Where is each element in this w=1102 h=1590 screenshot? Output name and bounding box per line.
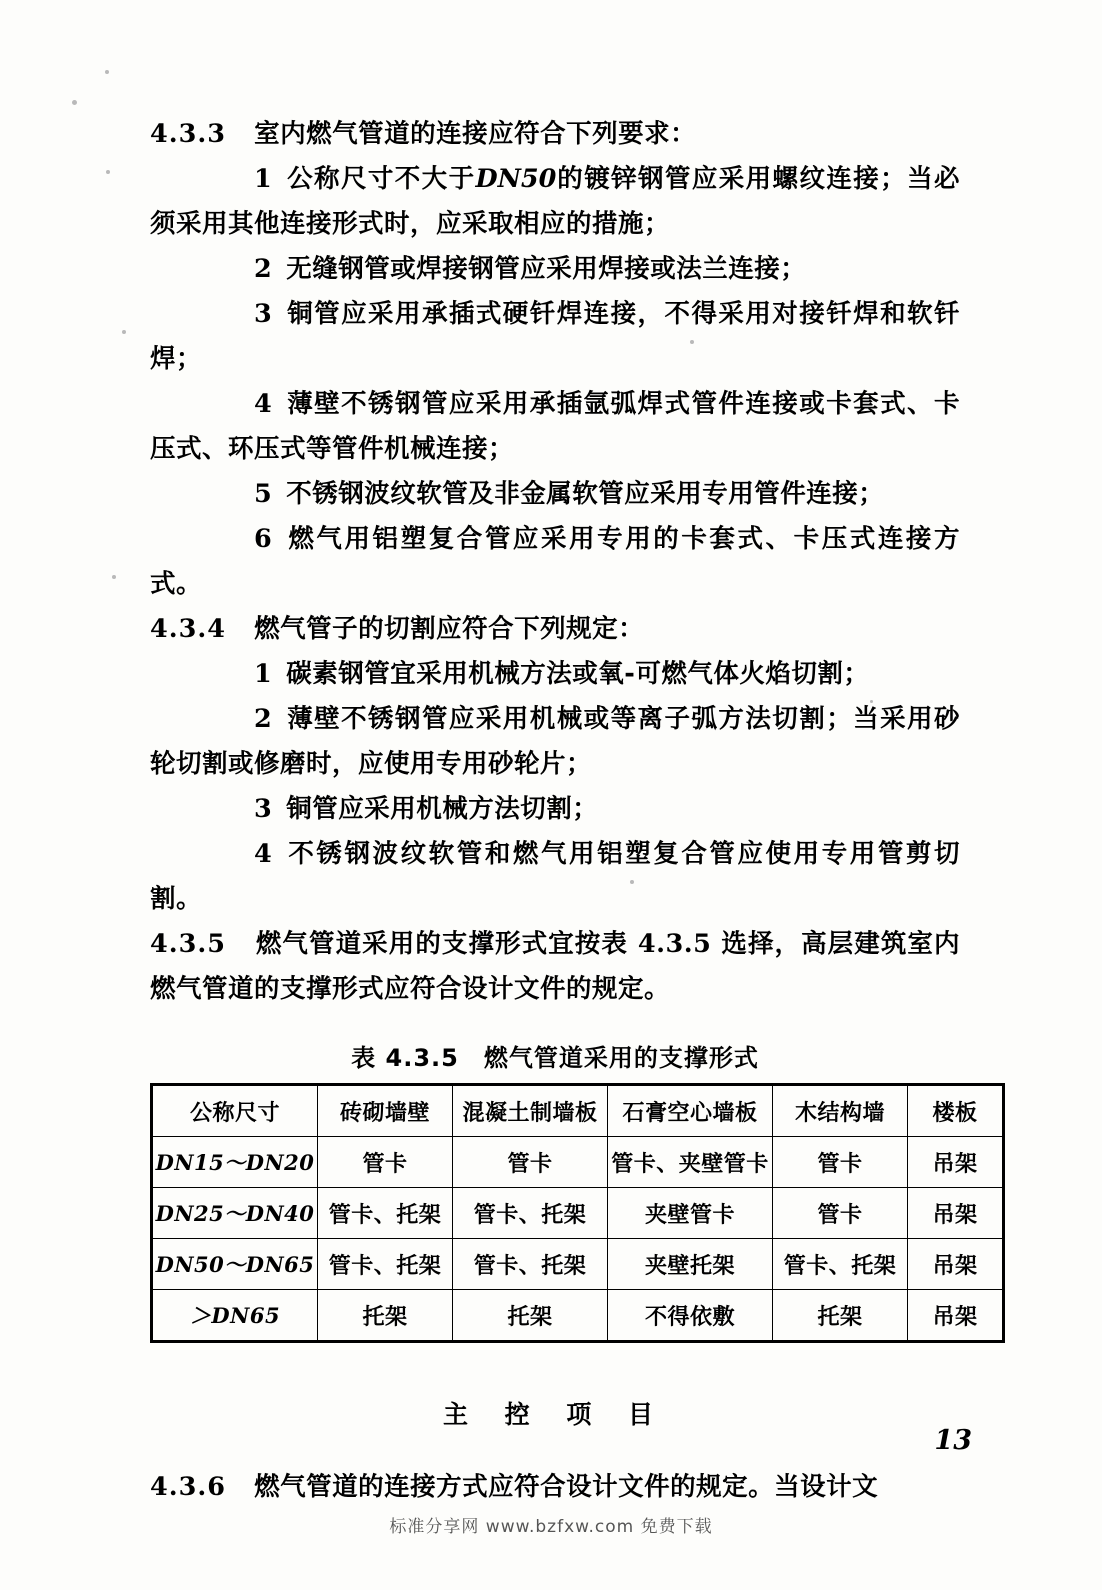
list-item-434-1 xyxy=(150,652,960,697)
item-text: 薄壁不锈钢管应采用承插氩弧焊式管件连接或卡套式、卡压式、环压式等管件机械连接； xyxy=(150,389,960,464)
item-text: 不锈钢波纹软管和燃气用铝塑复合管应使用专用管剪切割。 xyxy=(150,839,960,914)
table-cell: 不得依敷 xyxy=(608,1290,773,1342)
item-text: 无缝钢管或焊接钢管应采用焊接或法兰连接； xyxy=(286,254,807,284)
scan-speck xyxy=(72,100,77,105)
item-number: 3 xyxy=(254,794,273,824)
table-cell: 管卡 xyxy=(773,1188,908,1239)
table-cell: DN50～DN65 xyxy=(152,1239,318,1290)
clause-text-after: 选择，高层建筑室内燃气管道的支撑形式应符合设计文件的规定。 xyxy=(150,929,960,1004)
item-text: 不锈钢波纹软管及非金属软管应采用专用管件连接； xyxy=(286,479,885,509)
item-number: 1 xyxy=(254,164,273,194)
table-cell: 管卡 xyxy=(318,1137,453,1188)
list-item-434-4 xyxy=(150,832,960,922)
clause-4-3-5 xyxy=(150,922,960,1012)
clause-text-before: 燃气管道采用的支撑形式宜按表 xyxy=(255,929,628,959)
list-item-433-6 xyxy=(150,517,960,607)
list-item-434-2 xyxy=(150,697,960,787)
clause-text: 燃气管道的连接方式应符合设计文件的规定。当设计文 xyxy=(254,1472,879,1502)
scan-speck xyxy=(106,170,110,174)
item-text-pre: 公称尺寸不大于 xyxy=(286,164,476,194)
item-number: 3 xyxy=(254,299,273,329)
table-cell: 管卡 xyxy=(773,1137,908,1188)
table-cell: 托架 xyxy=(773,1290,908,1342)
table-row xyxy=(152,1239,1004,1290)
clause-number: 4.3.6 xyxy=(150,1472,226,1502)
table-header-cell: 砖砌墙壁 xyxy=(318,1085,453,1137)
table-cell: DN25～DN40 xyxy=(152,1188,318,1239)
list-item-433-2 xyxy=(150,247,960,292)
item-text: 碳素钢管宜采用机械方法或氧-可燃气体火焰切割； xyxy=(286,659,870,689)
list-item-433-1 xyxy=(150,157,960,247)
item-number: 2 xyxy=(254,254,273,284)
section-heading: 主 控 项 目 xyxy=(442,1400,668,1429)
item-number: 1 xyxy=(254,659,273,689)
clause-text: 室内燃气管道的连接应符合下列要求： xyxy=(254,119,697,149)
table-header-cell: 石膏空心墙板 xyxy=(608,1085,773,1137)
clause-number: 4.3.5 xyxy=(150,929,226,959)
page-content xyxy=(150,112,978,1510)
page-number: 13 xyxy=(934,1425,972,1456)
item-number: 4 xyxy=(254,839,273,869)
table-cell: 夹壁管卡 xyxy=(608,1188,773,1239)
table-cell: 管卡、夹壁管卡 xyxy=(608,1137,773,1188)
table-cell: DN15～DN20 xyxy=(152,1137,318,1188)
clause-number: 4.3.3 xyxy=(150,119,226,149)
footer-watermark: 标准分享网 www.bzfxw.com 免费下载 xyxy=(389,1517,713,1537)
table-row xyxy=(152,1137,1004,1188)
table-cell: 夹壁托架 xyxy=(608,1239,773,1290)
scan-speck xyxy=(105,70,109,74)
table-header-cell: 木结构墙 xyxy=(773,1085,908,1137)
table-reference: 4.3.5 xyxy=(637,929,712,959)
table-cell: 吊架 xyxy=(908,1188,1004,1239)
clause-number: 4.3.4 xyxy=(150,614,226,644)
list-item-433-5 xyxy=(150,472,960,517)
item-number: 2 xyxy=(254,704,273,734)
clause-4-3-3 xyxy=(150,112,960,157)
table-header-cell: 混凝土制墙板 xyxy=(453,1085,608,1137)
table-cell: 吊架 xyxy=(908,1290,1004,1342)
item-text: 燃气用铝塑复合管应采用专用的卡套式、卡压式连接方式。 xyxy=(150,524,960,599)
table-cell: 管卡、托架 xyxy=(773,1239,908,1290)
table-header-cell: 楼板 xyxy=(908,1085,1004,1137)
dn-value: DN50 xyxy=(475,164,557,194)
table-cell: 管卡、托架 xyxy=(318,1239,453,1290)
table-header-row xyxy=(152,1085,1004,1137)
table-cell: 托架 xyxy=(453,1290,608,1342)
table-caption: 表 4.3.5 燃气管道采用的支撑形式 xyxy=(351,1044,759,1072)
table-cell: 管卡 xyxy=(453,1137,608,1188)
table-cell: 管卡、托架 xyxy=(453,1239,608,1290)
item-text: 铜管应采用机械方法切割； xyxy=(286,794,599,824)
clause-4-3-6 xyxy=(150,1465,960,1510)
table-row xyxy=(152,1290,1004,1342)
scan-speck xyxy=(122,330,126,334)
table-row xyxy=(152,1188,1004,1239)
table-cell: 吊架 xyxy=(908,1137,1004,1188)
list-item-433-4 xyxy=(150,382,960,472)
table-cell: ＞DN65 xyxy=(152,1290,318,1342)
item-text: 薄壁不锈钢管应采用机械或等离子弧方法切割；当采用砂轮切割或修磨时，应使用专用砂轮片； xyxy=(150,704,960,779)
list-item-434-3 xyxy=(150,787,960,832)
table-cell: 托架 xyxy=(318,1290,453,1342)
item-text-post: 的镀锌钢管应采用螺纹连接；当必须采用其他连接形式时，应采取相应的措施； xyxy=(150,164,960,239)
clause-text: 燃气管子的切割应符合下列规定： xyxy=(254,614,645,644)
table-cell: 管卡、托架 xyxy=(318,1188,453,1239)
scan-speck xyxy=(112,575,116,579)
item-number: 5 xyxy=(254,479,273,509)
support-form-table xyxy=(150,1083,1005,1343)
list-item-433-3 xyxy=(150,292,960,382)
item-number: 4 xyxy=(254,389,273,419)
table-header-cell: 公称尺寸 xyxy=(152,1085,318,1137)
clause-4-3-4 xyxy=(150,607,960,652)
item-text: 铜管应采用承插式硬钎焊连接，不得采用对接钎焊和软钎焊； xyxy=(150,299,960,374)
table-cell: 管卡、托架 xyxy=(453,1188,608,1239)
item-number: 6 xyxy=(254,524,273,554)
table-cell: 吊架 xyxy=(908,1239,1004,1290)
